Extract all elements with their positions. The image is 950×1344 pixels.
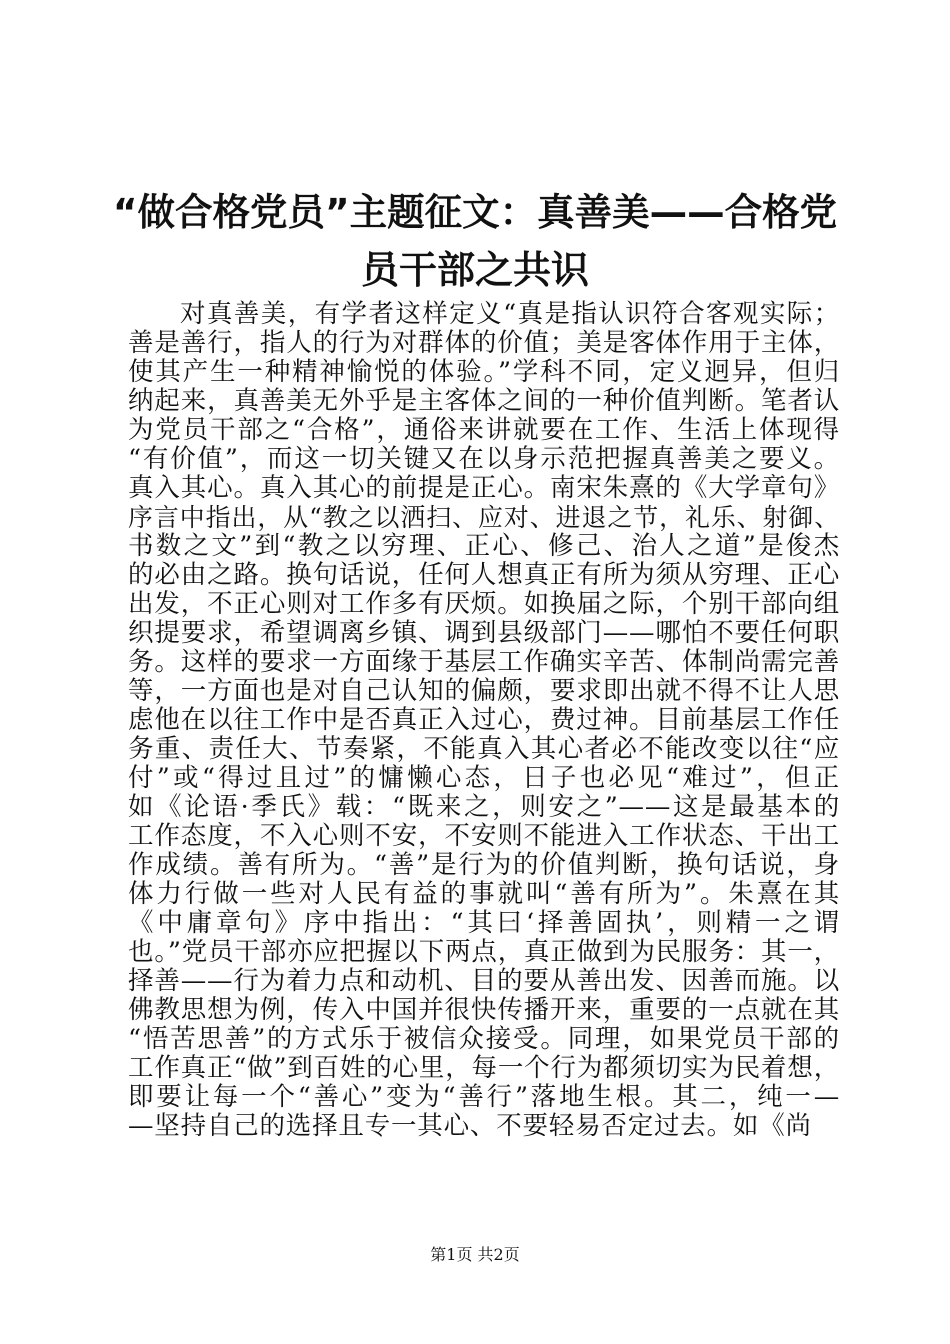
body-line: 工作态度，不入心则不安，不安则不能进入工作状态、干出工 bbox=[128, 821, 840, 851]
body-line: 的必由之路。换句话说，任何人想真正有所为须从穷理、正心 bbox=[128, 560, 840, 590]
document-title-line-1: “做合格党员”主题征文：真善美——合格党 bbox=[112, 190, 838, 234]
body-line: 佛教思想为例，传入中国并很快传播开来，重要的一点就在其 bbox=[128, 995, 840, 1025]
body-line: 出发，不正心则对工作多有厌烦。如换届之际，个别干部向组 bbox=[128, 589, 840, 619]
body-line: 书数之文”到“教之以穷理、正心、修己、治人之道”是俊杰 bbox=[128, 531, 840, 561]
body-line: 务重、责任大、节奏紧，不能真入其心者必不能改变以往“应 bbox=[128, 734, 840, 764]
body-line: 如《论语·季氏》载：“既来之，则安之”——这是最基本的 bbox=[128, 792, 840, 822]
body-line: 纳起来，真善美无外乎是主客体之间的一种价值判断。笔者认 bbox=[128, 386, 840, 416]
body-line: “有价值”，而这一切关键又在以身示范把握真善美之要义。 bbox=[128, 444, 840, 474]
body-line: 对真善美，有学者这样定义“真是指认识符合客观实际； bbox=[180, 299, 840, 329]
page-footer: 第1页 共2页 bbox=[430, 1245, 520, 1264]
body-line: 工作真正“做”到百姓的心里，每一个行为都须切实为民着想， bbox=[128, 1053, 840, 1083]
body-line: 真入其心。真入其心的前提是正心。南宋朱熹的《大学章句》 bbox=[128, 473, 840, 503]
body-line: 即要让每一个“善心”变为“善行”落地生根。其二，纯一— bbox=[128, 1082, 840, 1112]
body-line: 也。”党员干部亦应把握以下两点，真正做到为民服务：其一， bbox=[128, 937, 840, 967]
body-line: 付”或“得过且过”的慵懒心态，日子也必见“难过”，但正 bbox=[128, 763, 840, 793]
body-line: 为党员干部之“合格”，通俗来讲就要在工作、生活上体现得 bbox=[128, 415, 840, 445]
body-line: 善是善行，指人的行为对群体的价值；美是客体作用于主体， bbox=[128, 328, 840, 358]
body-line: 体力行做一些对人民有益的事就叫“善有所为”。朱熹在其 bbox=[128, 879, 840, 909]
body-line: 《中庸章句》序中指出：“其曰‘择善固执’，则精一之谓 bbox=[128, 908, 840, 938]
body-line: —坚持自己的选择且专一其心、不要轻易否定过去。如《尚 bbox=[128, 1111, 812, 1141]
body-line: 使其产生一种精神愉悦的体验。”学科不同，定义迥异，但归 bbox=[128, 357, 840, 387]
document-title-line-2: 员干部之共识 bbox=[360, 248, 589, 292]
document-body bbox=[128, 300, 840, 1141]
body-line: 织提要求，希望调离乡镇、调到县级部门——哪怕不要任何职 bbox=[128, 618, 840, 648]
body-line: 务。这样的要求一方面缘于基层工作确实辛苦、体制尚需完善 bbox=[128, 647, 840, 677]
body-line: “悟苦思善”的方式乐于被信众接受。同理，如果党员干部的 bbox=[128, 1024, 840, 1054]
body-line: 虑他在以往工作中是否真正入过心，费过神。目前基层工作任 bbox=[128, 705, 840, 735]
body-line: 作成绩。善有所为。“善”是行为的价值判断，换句话说，身 bbox=[128, 850, 840, 880]
body-line: 等，一方面也是对自己认知的偏颇，要求即出就不得不让人思 bbox=[128, 676, 840, 706]
body-line: 择善——行为着力点和动机、目的要从善出发、因善而施。以 bbox=[128, 966, 840, 996]
body-line: 序言中指出，从“教之以洒扫、应对、进退之节，礼乐、射御、 bbox=[128, 503, 840, 532]
